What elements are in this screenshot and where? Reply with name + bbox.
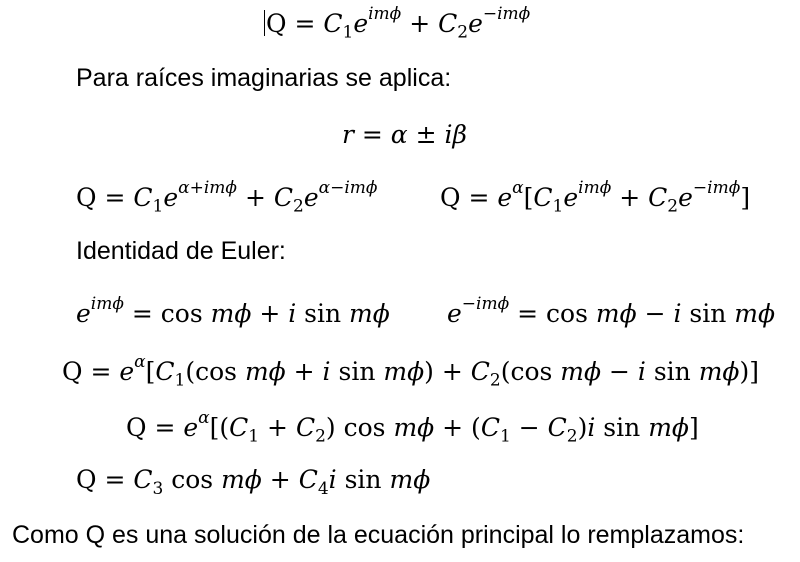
euler-heading: Identidad de Euler:	[76, 237, 286, 265]
equation-general-solution: $Q = C_1e^{im\phi} + C_2e^{-im\phi}$	[266, 4, 531, 43]
equation-solution-factored: $Q = e^\alpha[C_1e^{im\phi} + C_2e^{-im\phi}]$	[440, 178, 751, 217]
equation-solution-expanded: $Q = C_1e^{\alpha+im\phi} + C_2e^{\alpha-im\phi}$	[76, 178, 378, 217]
text-cursor	[264, 10, 265, 36]
equation-roots: r = α ± iβ	[342, 120, 467, 149]
equation-grouped: $Q = e^\alpha[(C_1 + C_2)$ $\cos m\phi + (C_1 - C_2)i$ sin mϕ]	[126, 408, 699, 447]
closing-text: Como Q es una solución de la ecuación principal lo remplazamos:	[12, 521, 745, 549]
equation-final: $Q = C_3$ $\cos m\phi + C_4i$ sin mϕ	[76, 465, 431, 499]
intro-text: Para raíces imaginarias se aplica:	[76, 64, 452, 92]
equation-euler-positive: $e^{im\phi} = \cos m\phi + i$ sin mϕ	[76, 294, 390, 328]
equation-euler-negative: $e^{-im\phi} = \cos m\phi - i$ sin mϕ	[447, 294, 776, 328]
equation-substitution: $Q = e^\alpha[C_1(\cos$ mϕ + i $\sin m\phi) + C_2(\cos$ mϕ − i sin mϕ)]	[62, 352, 759, 391]
